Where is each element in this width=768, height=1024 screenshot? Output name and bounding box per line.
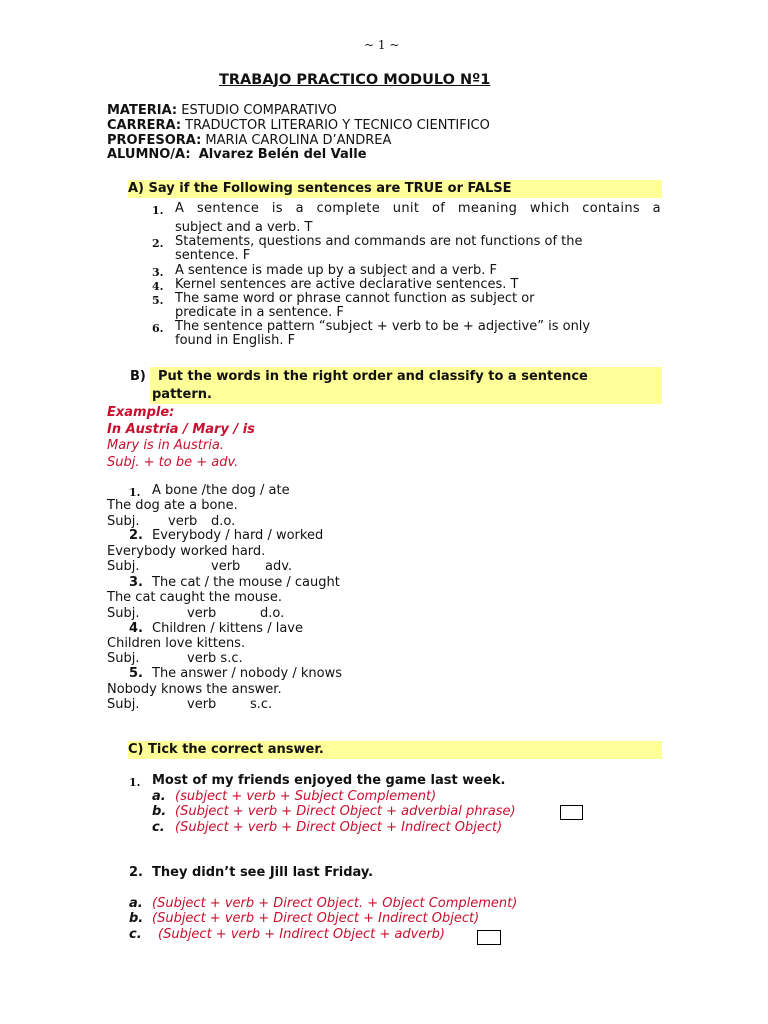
example-pattern: Subj. + to be + adv. bbox=[107, 455, 239, 470]
b-item-5-num: 5. bbox=[129, 666, 143, 681]
a-item-6-line2: found in English. F bbox=[175, 333, 296, 348]
b-item-2-words: Everybody / hard / worked bbox=[152, 528, 324, 543]
example-sentence: Mary is in Austria. bbox=[107, 438, 224, 453]
c-q1-option-b-letter: b. bbox=[152, 804, 167, 819]
b-item-4-words: Children / kittens / lave bbox=[152, 621, 303, 636]
section-b-heading-line1: Put the words in the right order and classify to a sentence bbox=[150, 367, 662, 386]
a-item-4-line1: Kernel sentences are active declarative sentences. T bbox=[175, 277, 519, 292]
section-b-prefix: B) bbox=[130, 369, 146, 384]
c-q1-option-c-text: (Subject + verb + Direct Object + Indirect Object) bbox=[175, 820, 503, 835]
c-q2-text: They didn’t see Jill last Friday. bbox=[152, 865, 374, 880]
b-item-2-pattern-adv: adv. bbox=[265, 559, 293, 574]
header-profesora bbox=[107, 133, 391, 148]
alumno-label: ALUMNO/A: bbox=[107, 147, 191, 162]
c-q2-option-c-text: (Subject + verb + Indirect Object + adverb) bbox=[158, 927, 446, 942]
b-item-5-pattern-sc: s.c. bbox=[250, 697, 273, 712]
b-item-5-pattern-verb: verb bbox=[187, 697, 217, 712]
b-item-2-pattern-subj: Subj. bbox=[107, 559, 140, 574]
example-words: In Austria / Mary / is bbox=[107, 422, 255, 437]
a-item-4-num: 4. bbox=[152, 280, 164, 293]
b-item-1-num: 1. bbox=[129, 486, 141, 499]
section-c-heading: C) Tick the correct answer. bbox=[128, 741, 662, 759]
c-q1-tick-box[interactable] bbox=[560, 805, 583, 820]
a-item-5-line2: predicate in a sentence. F bbox=[175, 305, 344, 320]
b-item-4-sentence: Children love kittens. bbox=[107, 636, 246, 651]
a-item-5-line1: The same word or phrase cannot function as subject or bbox=[175, 291, 535, 306]
b-item-3-num: 3. bbox=[129, 575, 143, 590]
header-materia bbox=[107, 103, 337, 118]
c-q2-option-b-text: (Subject + verb + Direct Object + Indirect Object) bbox=[152, 911, 480, 926]
b-item-3-sentence: The cat caught the mouse. bbox=[107, 590, 282, 605]
b-item-5-words: The answer / nobody / knows bbox=[152, 666, 343, 681]
a-item-2-line1: Statements, questions and commands are not functions of the bbox=[175, 234, 583, 249]
c-q2-tick-box[interactable] bbox=[477, 930, 501, 945]
a-item-3-num: 3. bbox=[152, 266, 164, 279]
carrera-label: CARRERA: bbox=[107, 118, 182, 133]
b-item-5-pattern-subj: Subj. bbox=[107, 697, 140, 712]
b-item-1-pattern-verb: verb bbox=[168, 514, 198, 529]
a-item-1-line1: A sentence is a complete unit of meaning which contains a bbox=[175, 201, 661, 216]
c-q2-option-a-letter: a. bbox=[129, 896, 143, 911]
a-item-6-num: 6. bbox=[152, 322, 164, 335]
c-q1-text: Most of my friends enjoyed the game last week. bbox=[152, 773, 506, 788]
b-item-5-sentence: Nobody knows the answer. bbox=[107, 682, 282, 697]
c-q1-option-a-text: (subject + verb + Subject Complement) bbox=[175, 789, 437, 804]
b-item-2-pattern-verb: verb bbox=[211, 559, 241, 574]
a-item-5-num: 5. bbox=[152, 294, 164, 307]
profesora-value: MARIA CAROLINA D’ANDREA bbox=[205, 133, 392, 148]
page-number: ~ 1 ~ bbox=[364, 38, 400, 52]
section-b-heading-line2: pattern. bbox=[150, 386, 662, 404]
profesora-label: PROFESORA: bbox=[107, 133, 202, 148]
b-item-2-num: 2. bbox=[129, 528, 143, 543]
b-item-3-pattern-obj: d.o. bbox=[260, 606, 285, 621]
b-item-4-pattern-verb: verb s.c. bbox=[187, 651, 243, 666]
a-item-2-line2: sentence. F bbox=[175, 248, 251, 263]
c-q2-option-b-letter: b. bbox=[129, 911, 144, 926]
c-q1-option-a-letter: a. bbox=[152, 789, 166, 804]
b-item-1-words: A bone /the dog / ate bbox=[152, 483, 290, 498]
b-item-1-pattern-subj: Subj. bbox=[107, 514, 140, 529]
alumno-value: Alvarez Belén del Valle bbox=[198, 147, 367, 162]
a-item-1-num: 1. bbox=[152, 204, 164, 217]
a-item-1-line2: subject and a verb. T bbox=[175, 220, 313, 235]
section-a-heading: A) Say if the Following sentences are TRUE or FALSE bbox=[128, 180, 662, 198]
b-item-3-pattern-subj: Subj. bbox=[107, 606, 140, 621]
materia-label: MATERIA: bbox=[107, 103, 178, 118]
b-item-3-words: The cat / the mouse / caught bbox=[152, 575, 340, 590]
carrera-value: TRADUCTOR LITERARIO Y TECNICO CIENTIFICO bbox=[185, 118, 490, 133]
b-item-1-sentence: The dog ate a bone. bbox=[107, 498, 238, 513]
c-q2-num: 2. bbox=[129, 865, 143, 880]
a-item-2-num: 2. bbox=[152, 237, 164, 250]
b-item-3-pattern-verb: verb bbox=[187, 606, 217, 621]
page-title: TRABAJO PRACTICO MODULO Nº1 bbox=[219, 72, 491, 88]
b-item-1-pattern-obj: d.o. bbox=[211, 514, 236, 529]
b-item-4-num: 4. bbox=[129, 621, 143, 636]
materia-value: ESTUDIO COMPARATIVO bbox=[181, 103, 337, 118]
c-q1-option-c-letter: c. bbox=[152, 820, 165, 835]
header-carrera bbox=[107, 118, 490, 133]
c-q2-option-c-letter: c. bbox=[129, 927, 142, 942]
a-item-6-line1: The sentence pattern “subject + verb to be + adjective” is only bbox=[175, 319, 591, 334]
a-item-3-line1: A sentence is made up by a subject and a verb. F bbox=[175, 263, 497, 278]
b-item-4-pattern-subj: Subj. bbox=[107, 651, 140, 666]
example-label: Example: bbox=[107, 405, 175, 420]
c-q1-num: 1. bbox=[129, 776, 141, 789]
b-item-2-sentence: Everybody worked hard. bbox=[107, 544, 266, 559]
c-q1-option-b-text: (Subject + verb + Direct Object + adverbial phrase) bbox=[175, 804, 516, 819]
c-q2-option-a-text: (Subject + verb + Direct Object. + Object Complement) bbox=[152, 896, 518, 911]
header-alumno bbox=[107, 147, 367, 162]
